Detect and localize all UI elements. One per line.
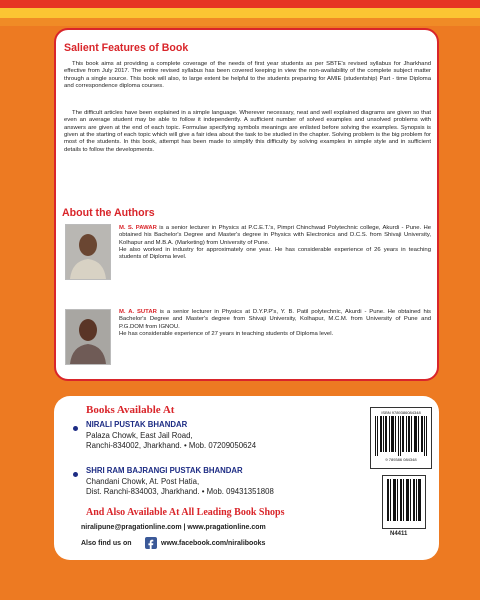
bullet-icon <box>73 426 78 431</box>
author-bio-pawar-text: is a senior lecturer in Physics at P.C.E.T.'s, Pimpri Chinchwad Polytechnic college, Akurdi - Pune. He obtained his Bachelor's Degree and Master's degree in Physics with Electronics and D.C.S. from Shivaji University, Kolhapur and M.B.A. (Marketing) from University of Pune. <box>119 225 432 246</box>
author-bio-pawar <box>119 225 431 261</box>
author-name-pawar: M. S. PAWAR <box>119 225 157 231</box>
features-card <box>54 28 439 381</box>
publisher-shri-ram <box>86 466 274 498</box>
author-bio-pawar-extra: He also worked in industry for approximately one year. He has considerable experience of 26 years in teaching students of Diploma level. <box>119 246 431 261</box>
books-available-panel <box>54 396 439 560</box>
top-stripe-red <box>0 0 480 8</box>
publisher-shri-ram-address-1: Chandani Chowk, At. Post Hatia, <box>86 476 200 486</box>
salient-para-2: The difficult articles have been explained in a simple language. Wherever necessary, neat and well explained diagrams are given so that even an average student may be able to follow it independently. A sufficient number of solved examples and unsolved problems with answers are given at the end of each topic. Formulae specifying symbols meanings are enlisted before solving the examples. Synopsis is given at the starting of each topic which will give a fair idea about the task to be studied in the chapter. Solving problem is the big problem for most of the students. In this book, attempt has been made to simplify this difficulty by solving examples in simple style and in sufficient details to follow the developments. <box>64 110 431 153</box>
top-stripe-orange <box>0 18 480 26</box>
author-name-sutar: M. A. SUTAR <box>119 309 157 315</box>
publisher-nirali <box>86 420 256 452</box>
price-barcode <box>382 475 426 529</box>
author-bio-sutar-extra: He has considerable experience of 27 years in teaching students of Diploma level. <box>119 330 334 337</box>
barcode-icon <box>374 416 428 456</box>
isbn-label: ISBN 9789386084348 <box>381 410 421 415</box>
portrait-icon <box>66 310 110 364</box>
barcode-icon <box>387 479 421 521</box>
publisher-nirali-name: NIRALI PUSTAK BHANDAR <box>86 420 188 429</box>
salient-features-heading: Salient Features of Book <box>64 42 189 54</box>
salient-para-1: This book aims at providing a complete coverage of the needs of first year students as per SBTE's revised syllabus for Jharkhand effective from July 2017. The entire revised syllabus has been covered keeping in view the non-availability of the complete subject matter through a single source. This book will also, to large extent be helpful to the students preparing for AMIE (studentship) Part - time Diploma and correspondence diploma courses. <box>64 61 431 90</box>
isbn-barcode <box>370 407 432 469</box>
about-authors-heading: About the Authors <box>62 207 155 219</box>
find-us-label: Also find us on <box>81 540 132 547</box>
publisher-shri-ram-address-2: Dist. Ranchi-834003, Jharkhand. • Mob. 09431351808 <box>86 487 274 497</box>
author-photo-sutar <box>65 309 111 365</box>
bullet-icon <box>73 472 78 477</box>
publisher-shri-ram-name: SHRI RAM BAJRANGI PUSTAK BHANDAR <box>86 466 243 475</box>
contact-line: niralipune@pragationline.com | www.pragationline.com <box>81 524 266 531</box>
author-bio-sutar-text: is a senior lecturer in Physics at D.Y.P.P's, Y. B. Patil polytechnic, Akurdi - Pune. He obtained his Bachelor's Degree and Master's degree from Shivaji University, Kolhapur, M.C.M. from University of Pune and P.G.DOM from IGNOU. <box>119 309 431 330</box>
top-stripe-yellow <box>0 8 480 18</box>
book-code: N4411 <box>390 531 408 537</box>
books-available-heading: Books Available At <box>86 404 175 416</box>
publisher-nirali-address-2: Ranchi-834002, Jharkhand. • Mob. 07209050624 <box>86 441 257 451</box>
author-bio-sutar <box>119 309 431 338</box>
facebook-link[interactable]: www.facebook.com/niralibooks <box>161 540 266 547</box>
publisher-nirali-address-1: Palaza Chowk, East Jail Road, <box>86 430 193 440</box>
also-available-heading: And Also Available At All Leading Book Shops <box>86 507 285 518</box>
author-photo-pawar <box>65 224 111 280</box>
isbn-digits: 9 789386 084348 <box>385 457 417 462</box>
portrait-icon <box>66 225 110 279</box>
facebook-icon <box>145 537 157 549</box>
